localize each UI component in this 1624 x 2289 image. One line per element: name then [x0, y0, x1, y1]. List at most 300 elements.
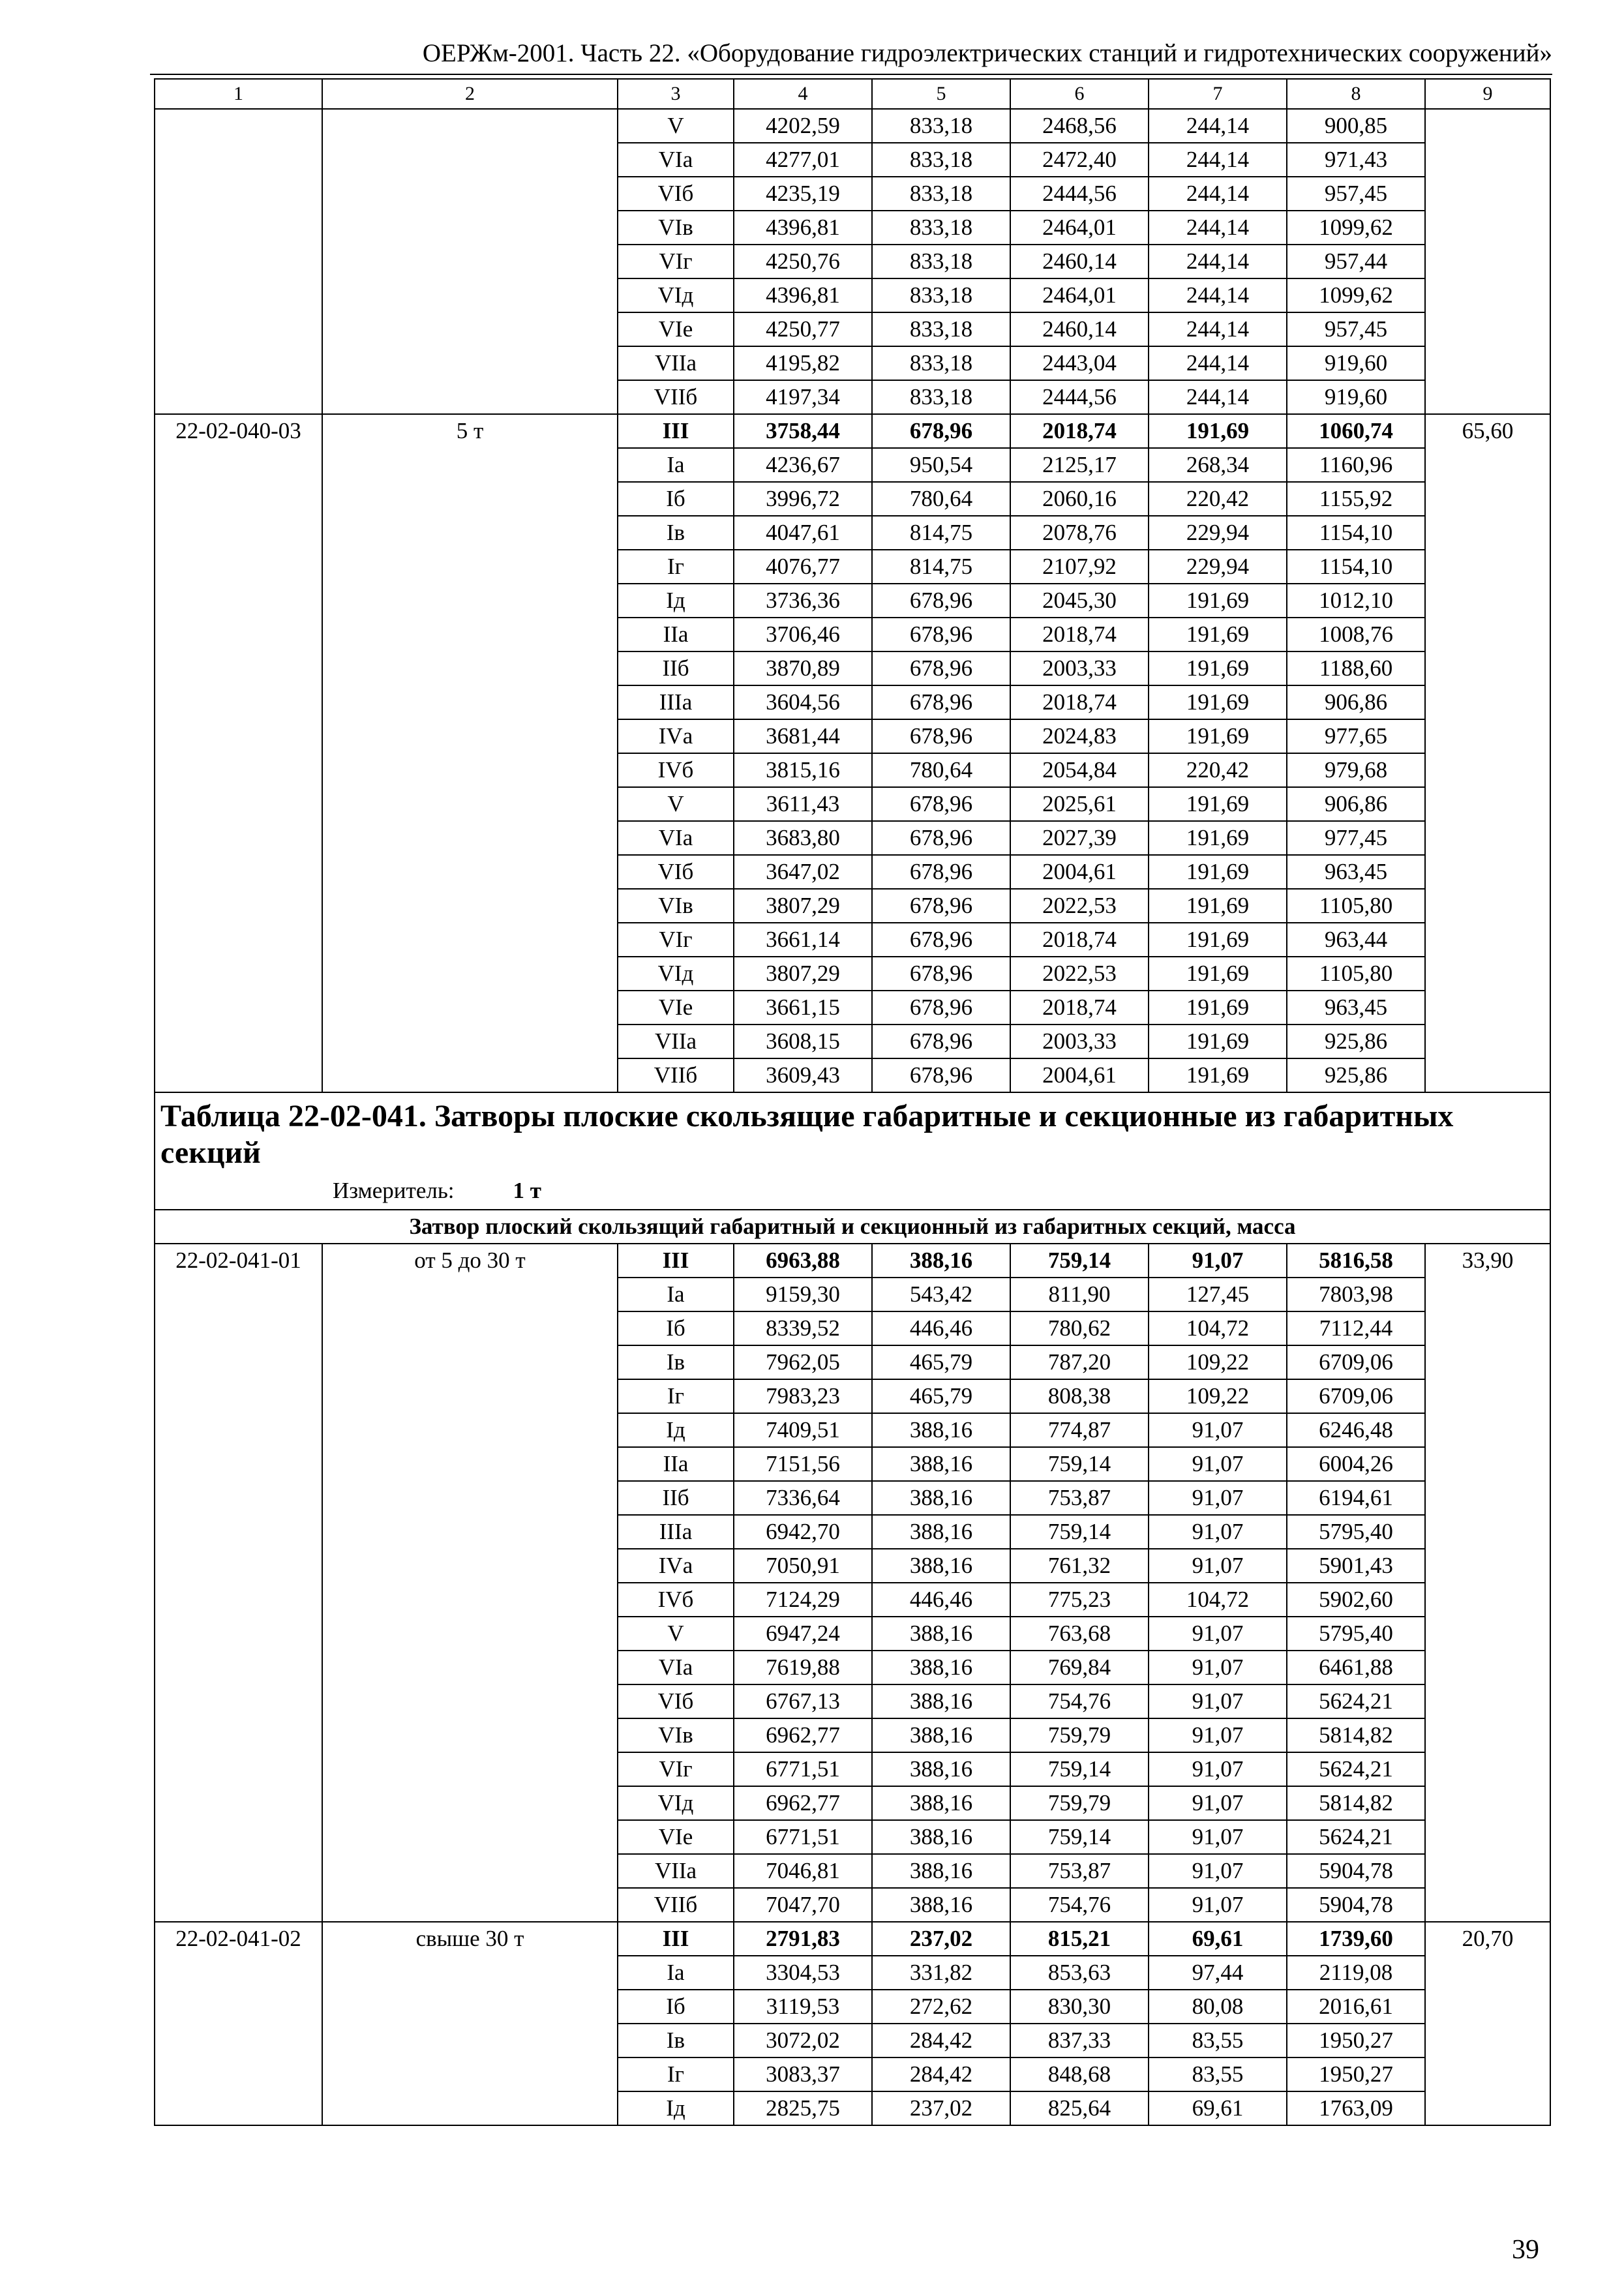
value-cell: 2119,08 [1287, 1956, 1425, 1990]
value-cell: 69,61 [1149, 2091, 1287, 2125]
table-subheading: Затвор плоский скользящий габаритный и секционный из габаритных секций, масса [155, 1210, 1550, 1244]
index-cell: 20,70 [1425, 1922, 1550, 2125]
page-number: 39 [1512, 2235, 1539, 2265]
value-cell: 191,69 [1149, 855, 1287, 889]
value-cell: 900,85 [1287, 109, 1425, 143]
value-cell: 91,07 [1149, 1820, 1287, 1854]
zone-cell: VIа [618, 143, 734, 177]
value-cell: 2443,04 [1010, 346, 1149, 380]
item-name: 5 т [322, 414, 618, 1092]
value-cell: 3661,15 [734, 991, 872, 1025]
value-cell: 2444,56 [1010, 380, 1149, 414]
value-cell: 678,96 [872, 651, 1010, 685]
table-row [155, 414, 1550, 448]
zone-cell: VIIа [618, 346, 734, 380]
value-cell: 950,54 [872, 448, 1010, 482]
table-row [155, 109, 1550, 143]
zone-cell: V [618, 1617, 734, 1651]
zone-cell: IVа [618, 719, 734, 753]
value-cell: 191,69 [1149, 787, 1287, 821]
value-cell: 759,14 [1010, 1515, 1149, 1549]
value-cell: 2018,74 [1010, 685, 1149, 719]
zone-cell: VIд [618, 1786, 734, 1820]
value-cell: 833,18 [872, 109, 1010, 143]
value-cell: 1105,80 [1287, 889, 1425, 923]
value-cell: 853,63 [1010, 1956, 1149, 1990]
value-cell: 191,69 [1149, 1025, 1287, 1058]
zone-cell: VIд [618, 957, 734, 991]
value-cell: 919,60 [1287, 380, 1425, 414]
value-cell: 2825,75 [734, 2091, 872, 2125]
value-cell: 2022,53 [1010, 957, 1149, 991]
column-number: 9 [1425, 79, 1550, 109]
value-cell: 104,72 [1149, 1311, 1287, 1345]
value-cell: 3611,43 [734, 787, 872, 821]
column-number: 4 [734, 79, 872, 109]
value-cell: 759,14 [1010, 1752, 1149, 1786]
value-cell: 1099,62 [1287, 211, 1425, 245]
value-cell: 91,07 [1149, 1684, 1287, 1718]
table-row [155, 1244, 1550, 1278]
zone-cell: Iв [618, 1345, 734, 1379]
value-cell: 1012,10 [1287, 584, 1425, 618]
value-cell: 6962,77 [734, 1786, 872, 1820]
value-cell: 6004,26 [1287, 1447, 1425, 1481]
value-cell: 388,16 [872, 1718, 1010, 1752]
unit-label: Измеритель: [333, 1178, 455, 1203]
value-cell: 678,96 [872, 991, 1010, 1025]
value-cell: 2107,92 [1010, 550, 1149, 584]
value-cell: 244,14 [1149, 211, 1287, 245]
zone-cell: VIб [618, 855, 734, 889]
item-code [155, 109, 322, 414]
value-cell: 2018,74 [1010, 991, 1149, 1025]
value-cell: 97,44 [1149, 1956, 1287, 1990]
value-cell: 83,55 [1149, 2024, 1287, 2057]
value-cell: 244,14 [1149, 312, 1287, 346]
value-cell: 2460,14 [1010, 312, 1149, 346]
value-cell: 2054,84 [1010, 753, 1149, 787]
value-cell: 977,45 [1287, 821, 1425, 855]
column-number: 6 [1010, 79, 1149, 109]
value-cell: 763,68 [1010, 1617, 1149, 1651]
value-cell: 388,16 [872, 1684, 1010, 1718]
value-cell: 2018,74 [1010, 414, 1149, 448]
value-cell: 191,69 [1149, 1058, 1287, 1092]
value-cell: 971,43 [1287, 143, 1425, 177]
value-cell: 237,02 [872, 1922, 1010, 1956]
zone-cell: VIе [618, 312, 734, 346]
value-cell: 91,07 [1149, 1752, 1287, 1786]
value-cell: 191,69 [1149, 651, 1287, 685]
zone-cell: VIг [618, 1752, 734, 1786]
value-cell: 759,14 [1010, 1820, 1149, 1854]
value-cell: 963,45 [1287, 855, 1425, 889]
value-cell: 5795,40 [1287, 1515, 1425, 1549]
value-cell: 109,22 [1149, 1379, 1287, 1413]
zone-cell: Iв [618, 2024, 734, 2057]
value-cell: 769,84 [1010, 1651, 1149, 1684]
index-cell [1425, 109, 1550, 414]
value-cell: 388,16 [872, 1651, 1010, 1684]
value-cell: 220,42 [1149, 482, 1287, 516]
value-cell: 6461,88 [1287, 1651, 1425, 1684]
value-cell: 2460,14 [1010, 245, 1149, 278]
value-cell: 388,16 [872, 1854, 1010, 1888]
value-cell: 830,30 [1010, 1990, 1149, 2024]
value-cell: 91,07 [1149, 1481, 1287, 1515]
zone-cell: VIв [618, 889, 734, 923]
zone-cell: Iг [618, 2057, 734, 2091]
value-cell: 3683,80 [734, 821, 872, 855]
column-number: 1 [155, 79, 322, 109]
value-cell: 1763,09 [1287, 2091, 1425, 2125]
value-cell: 388,16 [872, 1820, 1010, 1854]
value-cell: 759,14 [1010, 1244, 1149, 1278]
value-cell: 963,44 [1287, 923, 1425, 957]
zone-cell: Iв [618, 516, 734, 550]
zone-cell: III [618, 414, 734, 448]
value-cell: 775,23 [1010, 1583, 1149, 1617]
value-cell: 925,86 [1287, 1058, 1425, 1092]
value-cell: 833,18 [872, 278, 1010, 312]
column-number: 8 [1287, 79, 1425, 109]
value-cell: 331,82 [872, 1956, 1010, 1990]
index-cell: 65,60 [1425, 414, 1550, 1092]
column-number: 3 [618, 79, 734, 109]
value-cell: 678,96 [872, 855, 1010, 889]
value-cell: 191,69 [1149, 584, 1287, 618]
value-cell: 191,69 [1149, 991, 1287, 1025]
value-cell: 191,69 [1149, 618, 1287, 651]
item-code: 22-02-041-02 [155, 1922, 322, 2125]
value-cell: 91,07 [1149, 1651, 1287, 1684]
value-cell: 7619,88 [734, 1651, 872, 1684]
value-cell: 3996,72 [734, 482, 872, 516]
value-cell: 5901,43 [1287, 1549, 1425, 1583]
value-cell: 237,02 [872, 2091, 1010, 2125]
value-cell: 7151,56 [734, 1447, 872, 1481]
value-cell: 3758,44 [734, 414, 872, 448]
value-cell: 388,16 [872, 1244, 1010, 1278]
value-cell: 6947,24 [734, 1617, 872, 1651]
value-cell: 837,33 [1010, 2024, 1149, 2057]
value-cell: 1160,96 [1287, 448, 1425, 482]
zone-cell: Iд [618, 584, 734, 618]
value-cell: 780,64 [872, 482, 1010, 516]
value-cell: 5624,21 [1287, 1752, 1425, 1786]
zone-cell: Iг [618, 550, 734, 584]
value-cell: 2125,17 [1010, 448, 1149, 482]
value-cell: 2003,33 [1010, 651, 1149, 685]
value-cell: 244,14 [1149, 109, 1287, 143]
value-cell: 814,75 [872, 516, 1010, 550]
item-name: от 5 до 30 т [322, 1244, 618, 1922]
value-cell: 388,16 [872, 1515, 1010, 1549]
value-cell: 678,96 [872, 889, 1010, 923]
value-cell: 977,65 [1287, 719, 1425, 753]
value-cell: 446,46 [872, 1311, 1010, 1345]
value-cell: 3681,44 [734, 719, 872, 753]
value-cell: 4197,34 [734, 380, 872, 414]
value-cell: 272,62 [872, 1990, 1010, 2024]
value-cell: 8339,52 [734, 1311, 872, 1345]
zone-cell: VIIб [618, 380, 734, 414]
zone-cell: IVа [618, 1549, 734, 1583]
value-cell: 388,16 [872, 1617, 1010, 1651]
value-cell: 7336,64 [734, 1481, 872, 1515]
value-cell: 6194,61 [1287, 1481, 1425, 1515]
zone-cell: Iб [618, 1990, 734, 2024]
value-cell: 2004,61 [1010, 1058, 1149, 1092]
value-cell: 5902,60 [1287, 1583, 1425, 1617]
value-cell: 957,45 [1287, 312, 1425, 346]
value-cell: 3304,53 [734, 1956, 872, 1990]
value-cell: 7112,44 [1287, 1311, 1425, 1345]
value-cell: 7409,51 [734, 1413, 872, 1447]
value-cell: 4195,82 [734, 346, 872, 380]
value-cell: 2060,16 [1010, 482, 1149, 516]
table-row [155, 1922, 1550, 1956]
value-cell: 3807,29 [734, 957, 872, 991]
value-cell: 678,96 [872, 1058, 1010, 1092]
value-cell: 6771,51 [734, 1752, 872, 1786]
value-cell: 1155,92 [1287, 482, 1425, 516]
value-cell: 91,07 [1149, 1854, 1287, 1888]
value-cell: 4236,67 [734, 448, 872, 482]
value-cell: 678,96 [872, 957, 1010, 991]
column-number: 2 [322, 79, 618, 109]
value-cell: 906,86 [1287, 787, 1425, 821]
value-cell: 191,69 [1149, 821, 1287, 855]
value-cell: 268,34 [1149, 448, 1287, 482]
value-cell: 4235,19 [734, 177, 872, 211]
estimate-table [154, 78, 1551, 2126]
value-cell: 3661,14 [734, 923, 872, 957]
zone-cell: Iа [618, 448, 734, 482]
value-cell: 388,16 [872, 1447, 1010, 1481]
value-cell: 4277,01 [734, 143, 872, 177]
value-cell: 3706,46 [734, 618, 872, 651]
unit-line [160, 1176, 1544, 1205]
value-cell: 2003,33 [1010, 1025, 1149, 1058]
column-number: 5 [872, 79, 1010, 109]
value-cell: 5795,40 [1287, 1617, 1425, 1651]
value-cell: 191,69 [1149, 923, 1287, 957]
value-cell: 1188,60 [1287, 651, 1425, 685]
value-cell: 833,18 [872, 346, 1010, 380]
zone-cell: Iа [618, 1956, 734, 1990]
zone-cell: IVб [618, 753, 734, 787]
value-cell: 2024,83 [1010, 719, 1149, 753]
zone-cell: Iб [618, 1311, 734, 1345]
value-cell: 109,22 [1149, 1345, 1287, 1379]
value-cell: 1154,10 [1287, 550, 1425, 584]
value-cell: 2027,39 [1010, 821, 1149, 855]
value-cell: 91,07 [1149, 1718, 1287, 1752]
value-cell: 678,96 [872, 923, 1010, 957]
zone-cell: VIIб [618, 1888, 734, 1922]
value-cell: 1950,27 [1287, 2057, 1425, 2091]
zone-cell: VIг [618, 923, 734, 957]
value-cell: 833,18 [872, 143, 1010, 177]
value-cell: 4076,77 [734, 550, 872, 584]
zone-cell: VIв [618, 1718, 734, 1752]
value-cell: 2791,83 [734, 1922, 872, 1956]
value-cell: 2016,61 [1287, 1990, 1425, 2024]
value-cell: 244,14 [1149, 278, 1287, 312]
value-cell: 244,14 [1149, 245, 1287, 278]
value-cell: 678,96 [872, 414, 1010, 448]
zone-cell: VIIб [618, 1058, 734, 1092]
value-cell: 678,96 [872, 719, 1010, 753]
value-cell: 808,38 [1010, 1379, 1149, 1413]
value-cell: 388,16 [872, 1549, 1010, 1583]
item-name: свыше 30 т [322, 1922, 618, 2125]
value-cell: 753,87 [1010, 1854, 1149, 1888]
zone-cell: Iа [618, 1278, 734, 1311]
value-cell: 91,07 [1149, 1549, 1287, 1583]
zone-cell: VIв [618, 211, 734, 245]
value-cell: 104,72 [1149, 1583, 1287, 1617]
value-cell: 6709,06 [1287, 1345, 1425, 1379]
value-cell: 7983,23 [734, 1379, 872, 1413]
value-cell: 465,79 [872, 1379, 1010, 1413]
value-cell: 833,18 [872, 312, 1010, 346]
value-cell: 5624,21 [1287, 1684, 1425, 1718]
value-cell: 5814,82 [1287, 1786, 1425, 1820]
value-cell: 1105,80 [1287, 957, 1425, 991]
value-cell: 388,16 [872, 1786, 1010, 1820]
value-cell: 91,07 [1149, 1786, 1287, 1820]
zone-cell: IIб [618, 1481, 734, 1515]
value-cell: 4396,81 [734, 211, 872, 245]
value-cell: 7050,91 [734, 1549, 872, 1583]
subheading-row [155, 1210, 1550, 1244]
value-cell: 220,42 [1149, 753, 1287, 787]
value-cell: 833,18 [872, 177, 1010, 211]
value-cell: 787,20 [1010, 1345, 1149, 1379]
value-cell: 83,55 [1149, 2057, 1287, 2091]
value-cell: 91,07 [1149, 1515, 1287, 1549]
value-cell: 3608,15 [734, 1025, 872, 1058]
value-cell: 1099,62 [1287, 278, 1425, 312]
value-cell: 2078,76 [1010, 516, 1149, 550]
zone-cell: VIг [618, 245, 734, 278]
value-cell: 3609,43 [734, 1058, 872, 1092]
zone-cell: VIа [618, 1651, 734, 1684]
value-cell: 925,86 [1287, 1025, 1425, 1058]
value-cell: 6767,13 [734, 1684, 872, 1718]
value-cell: 7124,29 [734, 1583, 872, 1617]
value-cell: 229,94 [1149, 516, 1287, 550]
value-cell: 91,07 [1149, 1244, 1287, 1278]
value-cell: 4396,81 [734, 278, 872, 312]
value-cell: 678,96 [872, 685, 1010, 719]
zone-cell: Iг [618, 1379, 734, 1413]
value-cell: 388,16 [872, 1752, 1010, 1786]
zone-cell: VIб [618, 177, 734, 211]
value-cell: 780,64 [872, 753, 1010, 787]
value-cell: 761,32 [1010, 1549, 1149, 1583]
value-cell: 759,79 [1010, 1786, 1149, 1820]
zone-cell: VIIа [618, 1854, 734, 1888]
value-cell: 979,68 [1287, 753, 1425, 787]
value-cell: 825,64 [1010, 2091, 1149, 2125]
value-cell: 1154,10 [1287, 516, 1425, 550]
value-cell: 69,61 [1149, 1922, 1287, 1956]
zone-cell: Iд [618, 2091, 734, 2125]
value-cell: 191,69 [1149, 719, 1287, 753]
zone-cell: VIе [618, 991, 734, 1025]
value-cell: 4202,59 [734, 109, 872, 143]
zone-cell: V [618, 787, 734, 821]
value-cell: 3119,53 [734, 1990, 872, 2024]
value-cell: 3604,56 [734, 685, 872, 719]
value-cell: 811,90 [1010, 1278, 1149, 1311]
value-cell: 6709,06 [1287, 1379, 1425, 1413]
value-cell: 5904,78 [1287, 1854, 1425, 1888]
table-title-cell [155, 1092, 1550, 1210]
value-cell: 957,45 [1287, 177, 1425, 211]
value-cell: 244,14 [1149, 143, 1287, 177]
value-cell: 2004,61 [1010, 855, 1149, 889]
value-cell: 2025,61 [1010, 787, 1149, 821]
value-cell: 815,21 [1010, 1922, 1149, 1956]
value-cell: 963,45 [1287, 991, 1425, 1025]
value-cell: 1008,76 [1287, 618, 1425, 651]
value-cell: 678,96 [872, 1025, 1010, 1058]
value-cell: 191,69 [1149, 889, 1287, 923]
value-cell: 754,76 [1010, 1888, 1149, 1922]
value-cell: 957,44 [1287, 245, 1425, 278]
value-cell: 3870,89 [734, 651, 872, 685]
value-cell: 91,07 [1149, 1888, 1287, 1922]
value-cell: 3083,37 [734, 2057, 872, 2091]
zone-cell: III [618, 1244, 734, 1278]
value-cell: 244,14 [1149, 346, 1287, 380]
value-cell: 446,46 [872, 1583, 1010, 1617]
value-cell: 7046,81 [734, 1854, 872, 1888]
value-cell: 3072,02 [734, 2024, 872, 2057]
zone-cell: IIIа [618, 685, 734, 719]
value-cell: 2468,56 [1010, 109, 1149, 143]
value-cell: 388,16 [872, 1413, 1010, 1447]
value-cell: 5816,58 [1287, 1244, 1425, 1278]
value-cell: 229,94 [1149, 550, 1287, 584]
value-cell: 833,18 [872, 380, 1010, 414]
value-cell: 244,14 [1149, 380, 1287, 414]
value-cell: 388,16 [872, 1481, 1010, 1515]
value-cell: 906,86 [1287, 685, 1425, 719]
value-cell: 759,79 [1010, 1718, 1149, 1752]
index-cell: 33,90 [1425, 1244, 1550, 1922]
value-cell: 9159,30 [734, 1278, 872, 1311]
value-cell: 284,42 [872, 2057, 1010, 2091]
value-cell: 678,96 [872, 787, 1010, 821]
value-cell: 1950,27 [1287, 2024, 1425, 2057]
value-cell: 191,69 [1149, 957, 1287, 991]
value-cell: 678,96 [872, 618, 1010, 651]
page-header: ОЕРЖм-2001. Часть 22. «Оборудование гидроэлектрических станций и гидротехнических сооружений» [422, 39, 1552, 67]
value-cell: 7962,05 [734, 1345, 872, 1379]
value-cell: 3647,02 [734, 855, 872, 889]
value-cell: 754,76 [1010, 1684, 1149, 1718]
value-cell: 919,60 [1287, 346, 1425, 380]
value-cell: 91,07 [1149, 1617, 1287, 1651]
value-cell: 678,96 [872, 584, 1010, 618]
value-cell: 4250,77 [734, 312, 872, 346]
